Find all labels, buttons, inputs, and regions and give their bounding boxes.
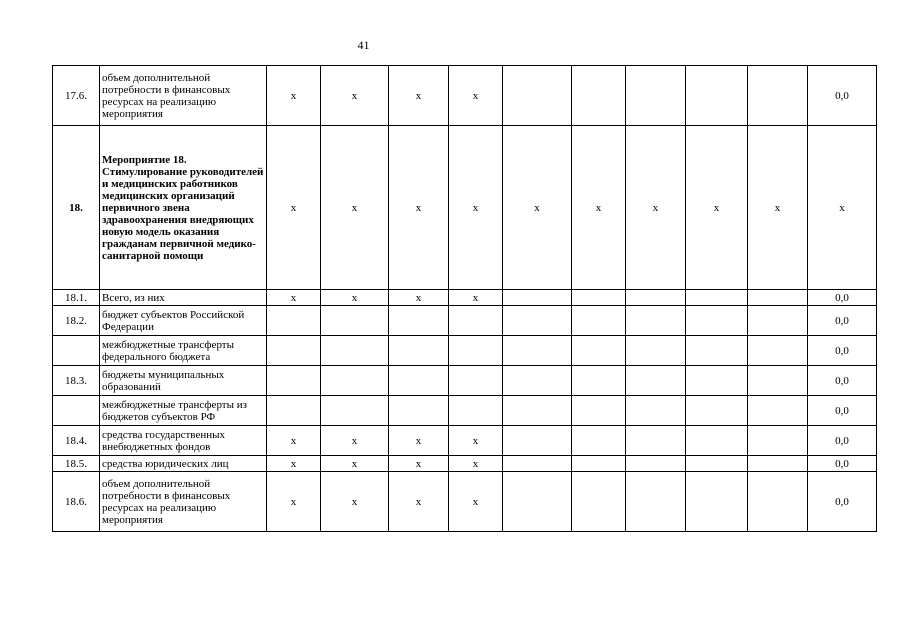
value-cell: х [267, 66, 321, 126]
table-row [53, 66, 877, 126]
row-number: 18. [53, 126, 100, 290]
value-cell [321, 396, 389, 426]
value-cell: х [389, 456, 449, 472]
table-row [53, 396, 877, 426]
value-cell: 0,0 [808, 336, 877, 366]
row-number: 18.2. [53, 306, 100, 336]
value-cell [572, 472, 626, 532]
value-cell: х [321, 426, 389, 456]
table-row [53, 126, 877, 290]
row-number [53, 396, 100, 426]
table-row [53, 306, 877, 336]
value-cell [503, 336, 572, 366]
table-row [53, 426, 877, 456]
value-cell: х [321, 66, 389, 126]
value-cell [626, 396, 686, 426]
table-row [53, 336, 877, 366]
value-cell [748, 290, 808, 306]
value-cell [572, 290, 626, 306]
value-cell [686, 456, 748, 472]
value-cell: х [449, 66, 503, 126]
value-cell: 0,0 [808, 306, 877, 336]
table-row [53, 290, 877, 306]
row-number: 18.4. [53, 426, 100, 456]
row-name: межбюджетные трансферты из бюджетов субъектов РФ [100, 396, 267, 426]
value-cell: 0,0 [808, 396, 877, 426]
value-cell: х [449, 472, 503, 532]
row-number: 18.6. [53, 472, 100, 532]
value-cell [449, 396, 503, 426]
value-cell: х [686, 126, 748, 290]
page-number: 41 [357, 38, 370, 52]
value-cell [389, 336, 449, 366]
value-cell [748, 472, 808, 532]
row-name: средства государственных внебюджетных фондов [100, 426, 267, 456]
value-cell [686, 290, 748, 306]
value-cell [572, 396, 626, 426]
value-cell [503, 306, 572, 336]
value-cell: 0,0 [808, 366, 877, 396]
value-cell: х [626, 126, 686, 290]
value-cell: х [449, 426, 503, 456]
row-number: 18.5. [53, 456, 100, 472]
value-cell [572, 456, 626, 472]
value-cell [267, 306, 321, 336]
value-cell: 0,0 [808, 426, 877, 456]
value-cell: х [321, 126, 389, 290]
value-cell: х [267, 472, 321, 532]
row-number: 18.3. [53, 366, 100, 396]
value-cell [626, 66, 686, 126]
table-row [53, 456, 877, 472]
value-cell [686, 426, 748, 456]
row-name: бюджеты муниципальных образований [100, 366, 267, 396]
value-cell: х [389, 426, 449, 456]
value-cell: 0,0 [808, 290, 877, 306]
row-name: объем дополнительной потребности в финансовых ресурсах на реализацию мероприятия [100, 66, 267, 126]
value-cell [267, 336, 321, 366]
value-cell [321, 306, 389, 336]
value-cell [748, 366, 808, 396]
value-cell [748, 306, 808, 336]
value-cell [503, 472, 572, 532]
value-cell [389, 366, 449, 396]
row-name: Всего, из них [100, 290, 267, 306]
value-cell [503, 366, 572, 396]
value-cell [626, 426, 686, 456]
value-cell: х [267, 456, 321, 472]
value-cell: 0,0 [808, 472, 877, 532]
value-cell [686, 472, 748, 532]
row-name: Мероприятие 18. Стимулирование руководителей и медицинских работников медицинских организаций первичного звена здравоохранения внедряющих новую модель оказания гражданам первичной медико-санитарной помощи [100, 126, 267, 290]
value-cell [572, 336, 626, 366]
value-cell: х [449, 290, 503, 306]
value-cell [626, 336, 686, 366]
value-cell [267, 366, 321, 396]
value-cell [503, 396, 572, 426]
value-cell: х [267, 426, 321, 456]
value-cell [321, 336, 389, 366]
value-cell [626, 366, 686, 396]
value-cell: х [449, 126, 503, 290]
value-cell: х [449, 456, 503, 472]
row-number [53, 336, 100, 366]
value-cell: х [389, 290, 449, 306]
value-cell [686, 336, 748, 366]
value-cell: х [389, 472, 449, 532]
value-cell: х [321, 290, 389, 306]
value-cell [449, 366, 503, 396]
value-cell [686, 366, 748, 396]
value-cell: х [808, 126, 877, 290]
value-cell [748, 336, 808, 366]
value-cell [449, 306, 503, 336]
value-cell: х [389, 126, 449, 290]
value-cell [572, 366, 626, 396]
value-cell: х [267, 126, 321, 290]
value-cell [626, 306, 686, 336]
value-cell: 0,0 [808, 66, 877, 126]
value-cell [321, 366, 389, 396]
value-cell [389, 396, 449, 426]
value-cell: х [748, 126, 808, 290]
value-cell [572, 66, 626, 126]
row-name: бюджет субъектов Российской Федерации [100, 306, 267, 336]
value-cell [572, 426, 626, 456]
value-cell [503, 426, 572, 456]
row-number: 17.6. [53, 66, 100, 126]
value-cell [686, 306, 748, 336]
value-cell: х [321, 456, 389, 472]
value-cell [449, 336, 503, 366]
value-cell: х [267, 290, 321, 306]
row-name: объем дополнительной потребности в финансовых ресурсах на реализацию мероприятия [100, 472, 267, 532]
value-cell: х [572, 126, 626, 290]
value-cell [748, 66, 808, 126]
value-cell [389, 306, 449, 336]
value-cell [503, 290, 572, 306]
value-cell [626, 472, 686, 532]
value-cell [626, 456, 686, 472]
table-row [53, 366, 877, 396]
value-cell [503, 66, 572, 126]
value-cell [503, 456, 572, 472]
value-cell [686, 396, 748, 426]
value-cell [748, 426, 808, 456]
financing-table [52, 65, 877, 532]
value-cell [626, 290, 686, 306]
table-row [53, 472, 877, 532]
value-cell: х [503, 126, 572, 290]
row-number: 18.1. [53, 290, 100, 306]
value-cell [748, 396, 808, 426]
value-cell [748, 456, 808, 472]
row-name: средства юридических лиц [100, 456, 267, 472]
value-cell: 0,0 [808, 456, 877, 472]
value-cell [572, 306, 626, 336]
value-cell: х [389, 66, 449, 126]
value-cell [686, 66, 748, 126]
value-cell [267, 396, 321, 426]
value-cell: х [321, 472, 389, 532]
row-name: межбюджетные трансферты федерального бюджета [100, 336, 267, 366]
